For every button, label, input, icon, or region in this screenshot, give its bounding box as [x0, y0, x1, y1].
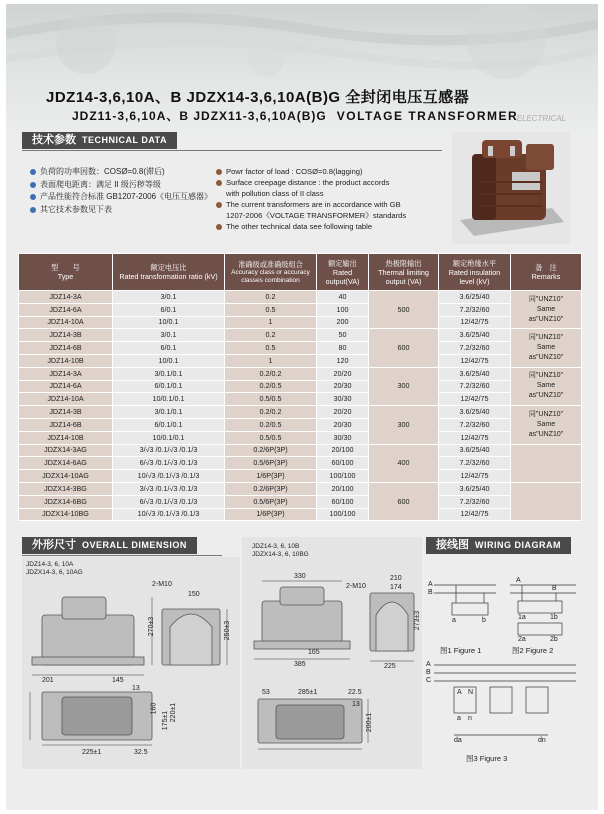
wiring-label: a — [457, 715, 461, 722]
table-cell: JDZX14-10BG — [19, 508, 113, 521]
table-cell: 0.2/6P(3P) — [225, 482, 317, 495]
dimension-label: 13 — [132, 685, 140, 692]
dimension-label: 201 — [42, 677, 54, 684]
table-cell: 3/0.1 — [113, 291, 225, 304]
dimension-label: 285±1 — [298, 689, 318, 696]
table-cell: 20/30 — [317, 418, 369, 431]
left-drawing-svg — [22, 557, 240, 769]
table-cell: 1/6P(3P) — [225, 508, 317, 521]
wiring-label: A — [428, 581, 433, 588]
column-header: 备 注 Remarks — [511, 254, 582, 291]
column-header: 额定电压比 Rated transformation ratio (kV) — [113, 254, 225, 291]
table-row — [19, 367, 582, 380]
table-cell — [511, 329, 582, 367]
sub-title-english: VOLTAGE TRANSFORMER — [336, 109, 519, 123]
dimension-label: 330 — [294, 573, 306, 580]
table-cell: 7.2/32/60 — [439, 342, 511, 355]
wiring-diagrams — [426, 557, 584, 769]
table-row — [19, 431, 582, 444]
wiring-label: 1a — [518, 614, 526, 621]
dimension-label: 22.5 — [348, 689, 362, 696]
table-cell: 600 — [369, 329, 439, 367]
table-header-row — [19, 254, 582, 291]
bullet-item: Powr factor of load : COSØ=0.8(lagging) — [216, 166, 406, 177]
wiring-label: N — [468, 689, 474, 696]
table-cell: JDZ14-3B — [19, 406, 113, 419]
bullets-cn — [30, 166, 212, 216]
wiring-diagram-heading-en: WIRING DIAGRAM — [475, 540, 561, 550]
table-cell: 6/0.1/0.1 — [113, 380, 225, 393]
table-cell: 300 — [369, 367, 439, 405]
table-cell: 7.2/32/60 — [439, 380, 511, 393]
technical-data-heading-en: TECHNICAL DATA — [82, 135, 167, 145]
table-cell: 10/0.1 — [113, 354, 225, 367]
table-cell: JDZ14-10B — [19, 431, 113, 444]
table-cell: JDZ14-6A — [19, 380, 113, 393]
table-cell: JDZ14-6B — [19, 342, 113, 355]
watermark: ELECTRICAL — [516, 114, 566, 123]
overall-dimension-heading-cn: 外形尺寸 — [32, 539, 76, 551]
table-cell: 20/20 — [317, 406, 369, 419]
table-cell: 100/100 — [317, 508, 369, 521]
wiring-label: n — [468, 715, 472, 722]
table-cell — [511, 482, 582, 520]
table-row — [19, 303, 582, 316]
bullet-icon — [216, 224, 222, 230]
bullet-item: Surface creepage distance : the product accords — [216, 177, 406, 188]
table-cell: 20/30 — [317, 380, 369, 393]
table-cell: JDZX14-3AG — [19, 444, 113, 457]
table-row — [19, 508, 582, 521]
table-cell: 3/√3 /0.1/√3 /0.1/3 — [113, 444, 225, 457]
table-row — [19, 495, 582, 508]
table-cell: 7.2/32/60 — [439, 303, 511, 316]
dimension-label: 13 — [352, 701, 360, 708]
table-cell: JDZ14-3B — [19, 329, 113, 342]
table-cell: 3/0.1/0.1 — [113, 367, 225, 380]
table-cell: 0.5/6P(3P) — [225, 495, 317, 508]
table-row — [19, 329, 582, 342]
remark-line: 同"UNZ10" — [528, 410, 564, 418]
column-header: 热极限输出 Thermal limiting output (VA) — [369, 254, 439, 291]
bullet-item: 其它技术参数见下表 — [30, 204, 212, 217]
dimension-label: 174 — [390, 584, 402, 591]
bullet-icon — [216, 202, 222, 208]
section-divider — [22, 150, 442, 151]
table-cell: 0.5 — [225, 342, 317, 355]
wiring-diagram-heading — [426, 537, 571, 554]
table-cell — [511, 406, 582, 444]
drawing-model-label: JDZ14-3, 6, 10B — [252, 543, 300, 550]
wiring-label: B — [552, 585, 557, 592]
column-header: 额定输出 Rated output(VA) — [317, 254, 369, 291]
wiring-label: C — [426, 677, 432, 684]
dimension-label: 53 — [262, 689, 270, 696]
dimension-label: 2-M10 — [346, 583, 366, 590]
table-cell: JDZ14-3A — [19, 367, 113, 380]
wiring-label: b — [482, 617, 486, 624]
table-cell: 6/√3 /0.1/√3 /0.1/3 — [113, 495, 225, 508]
dimension-label: 165 — [308, 649, 320, 656]
remark-line: 同"UNZ10" — [528, 295, 564, 303]
table-cell: 0.2/0.2 — [225, 367, 317, 380]
remark-line: Same — [536, 420, 556, 428]
table-cell: 0.5/6P(3P) — [225, 457, 317, 470]
remark-line: 同"UNZ10" — [528, 334, 564, 342]
table-cell: 3/0.1 — [113, 329, 225, 342]
table-cell: JDZX14-10AG — [19, 470, 113, 483]
table-row — [19, 406, 582, 419]
table-cell: 6/0.1 — [113, 342, 225, 355]
table-cell: 12/42/75 — [439, 508, 511, 521]
table-cell: 3.6/25/40 — [439, 406, 511, 419]
table-cell: 50 — [317, 329, 369, 342]
remark-line: Same — [536, 344, 556, 352]
table-row — [19, 316, 582, 329]
table-cell: 200 — [317, 316, 369, 329]
table-cell: JDZ14-10A — [19, 316, 113, 329]
drawing-model-label: JDZX14-3, 6, 10BG — [252, 551, 309, 558]
table-cell: 20/100 — [317, 482, 369, 495]
table-cell: 12/42/75 — [439, 470, 511, 483]
wiring-label: dn — [538, 737, 546, 744]
dimension-label: 210 — [390, 575, 402, 582]
table-cell — [511, 291, 582, 329]
table-cell: 3.6/25/40 — [439, 291, 511, 304]
bullet-item: 负荷的功率因数：COSØ=0.8(滞后) — [30, 166, 212, 179]
remark-line: 同"UNZ10" — [528, 372, 564, 380]
remark-line: as"UNZ10" — [528, 354, 564, 362]
table-cell: 3/0.1/0.1 — [113, 406, 225, 419]
table-cell: 0.2 — [225, 329, 317, 342]
table-body — [19, 291, 582, 521]
table-cell: 10/√3 /0.1/√3 /0.1/3 — [113, 470, 225, 483]
table-cell: 3.6/25/40 — [439, 444, 511, 457]
table-cell: 100/100 — [317, 470, 369, 483]
sub-title-models: JDZ11-3,6,10A、B JDZX11-3,6,10A(B)G — [72, 109, 327, 123]
table-cell: 6/0.1/0.1 — [113, 418, 225, 431]
remark-line: as"UNZ10" — [528, 392, 564, 400]
dimension-label: 2-M10 — [152, 581, 172, 588]
product-photo — [452, 132, 570, 244]
table-cell: 6/0.1 — [113, 303, 225, 316]
table-cell: 12/42/75 — [439, 316, 511, 329]
dimension-label: 250±3 — [224, 620, 232, 641]
table-cell: 10/0.1/0.1 — [113, 431, 225, 444]
table-row — [19, 418, 582, 431]
table-row — [19, 482, 582, 495]
table-row — [19, 444, 582, 457]
bullet-icon — [30, 207, 36, 213]
table-cell: JDZX14-6BG — [19, 495, 113, 508]
figure-caption: 图1 Figure 1 — [440, 646, 482, 655]
bullet-continuation: 1207-2006《VOLTAGE TRANSFORMER》standards — [226, 211, 407, 220]
table-cell: 1/6P(3P) — [225, 470, 317, 483]
catalog-page — [6, 4, 598, 810]
dimension-label: 145 — [112, 677, 124, 684]
wiring-label: B — [428, 589, 433, 596]
table-cell: 3.6/25/40 — [439, 329, 511, 342]
section-divider — [22, 555, 222, 556]
wiring-diagram-heading-cn: 接线图 — [436, 539, 469, 551]
overall-dimension-heading — [22, 537, 197, 554]
table-row — [19, 470, 582, 483]
dimension-label: 385 — [294, 661, 306, 668]
right-drawing-svg — [242, 537, 422, 769]
wiring-label: 2b — [550, 636, 558, 643]
table-cell: 7.2/32/60 — [439, 495, 511, 508]
main-title: JDZ14-3,6,10A、B JDZX14-3,6,10A(B)G 全封闭电压互感器 — [46, 89, 470, 106]
table-cell: 0.2/6P(3P) — [225, 444, 317, 457]
table-cell: 0.2/0.5 — [225, 380, 317, 393]
table-cell: 1 — [225, 354, 317, 367]
table-cell: 3/√3 /0.1/√3 /0.1/3 — [113, 482, 225, 495]
remark-line: Same — [536, 305, 556, 313]
table-cell: 0.5 — [225, 303, 317, 316]
table-cell: 7.2/32/60 — [439, 418, 511, 431]
table-row — [19, 380, 582, 393]
wiring-label: 2a — [518, 636, 526, 643]
wiring-svg — [426, 557, 584, 769]
table-cell: 300 — [369, 406, 439, 444]
figure-caption: 图2 Figure 2 — [512, 646, 554, 655]
table-cell: 0.2/0.5 — [225, 418, 317, 431]
table-cell: JDZ14-6B — [19, 418, 113, 431]
table-cell: 6/√3 /0.1/√3 /0.1/3 — [113, 457, 225, 470]
drawing-model-label: JDZ14-3, 6, 10A — [26, 561, 74, 568]
table-cell: 10/0.1 — [113, 316, 225, 329]
dimension-label: 160 — [150, 702, 158, 715]
table-cell: 20/20 — [317, 367, 369, 380]
table-cell: JDZ14-10B — [19, 354, 113, 367]
table-cell: 60/100 — [317, 457, 369, 470]
table-cell: 120 — [317, 354, 369, 367]
remark-line: as"UNZ10" — [528, 430, 564, 438]
table-cell: 20/100 — [317, 444, 369, 457]
table-row — [19, 342, 582, 355]
table-row — [19, 393, 582, 406]
table-cell: 7.2/32/60 — [439, 457, 511, 470]
table-cell: 3.6/25/40 — [439, 367, 511, 380]
bullet-icon — [30, 182, 36, 188]
table-cell: 400 — [369, 444, 439, 482]
bullets-en — [216, 166, 406, 232]
dimension-label: 200±1 — [366, 712, 374, 733]
sub-title — [72, 107, 518, 124]
bullet-item: The current transformers are in accordance with GB — [216, 199, 406, 210]
table-cell: 30/30 — [317, 431, 369, 444]
table-row — [19, 291, 582, 304]
dimension-label: 225±1 — [82, 749, 102, 756]
table-row — [19, 457, 582, 470]
table-cell: 12/42/75 — [439, 431, 511, 444]
wiring-label: A — [426, 661, 431, 668]
dimension-label: 225 — [384, 663, 396, 670]
dimension-label: 270±3 — [148, 616, 156, 637]
table-cell: 10/√3 /0.1/√3 /0.1/3 — [113, 508, 225, 521]
table-cell: 0.2 — [225, 291, 317, 304]
table-cell — [511, 444, 582, 482]
table-cell: 1 — [225, 316, 317, 329]
table-cell: 600 — [369, 482, 439, 520]
bullet-icon — [30, 169, 36, 175]
table-cell: 0.5/0.5 — [225, 393, 317, 406]
wiring-label: A — [457, 689, 462, 696]
overall-dimension-heading-en: OVERALL DIMENSION — [82, 540, 187, 550]
bullet-icon — [30, 194, 36, 200]
wiring-label: da — [454, 737, 462, 744]
bullet-icon — [216, 180, 222, 186]
table-cell: 12/42/75 — [439, 393, 511, 406]
table-cell: JDZ14-6A — [19, 303, 113, 316]
table-cell: 30/30 — [317, 393, 369, 406]
spec-table — [18, 253, 582, 521]
table-cell: 500 — [369, 291, 439, 329]
header-banner — [6, 4, 598, 139]
dimension-label: 175±1 — [162, 710, 170, 731]
wiring-label: 1b — [550, 614, 558, 621]
table-cell: 40 — [317, 291, 369, 304]
column-header: 准确级或准确级组合 Accuracy class or accuracy classes combination — [225, 254, 317, 291]
table-cell: JDZ14-3A — [19, 291, 113, 304]
table-cell: 0.5/0.5 — [225, 431, 317, 444]
table-cell: 60/100 — [317, 495, 369, 508]
table-cell: 100 — [317, 303, 369, 316]
table-cell: 80 — [317, 342, 369, 355]
table-row — [19, 354, 582, 367]
left-dimension-drawing — [22, 557, 240, 769]
drawing-model-label: JDZX14-3, 6, 10AG — [26, 569, 83, 576]
dimension-label: 32.5 — [134, 749, 148, 756]
remark-line: as"UNZ10" — [528, 315, 564, 323]
right-dimension-drawing — [242, 537, 422, 769]
dimension-label: 220±1 — [170, 702, 178, 723]
bullet-item: 表面爬电距离：满足 II 级污秽等级 — [30, 179, 212, 192]
dimension-label: 273±3 — [414, 610, 422, 631]
remark-line: Same — [536, 382, 556, 390]
table-cell: 0.2/0.2 — [225, 406, 317, 419]
table-cell: 12/42/75 — [439, 354, 511, 367]
column-header: 额定绝缘水平 Rated insulation level (kV) — [439, 254, 511, 291]
wiring-label: B — [426, 669, 431, 676]
bullet-continuation: with pollution class of II class — [226, 189, 324, 198]
technical-data-heading-cn: 技术参数 — [32, 134, 76, 146]
table-cell — [511, 367, 582, 405]
column-header: 型 号 Type — [19, 254, 113, 291]
table-cell: JDZX14-6AG — [19, 457, 113, 470]
bullet-item: 产品性能符合标准 GB1207-2006《电压互感器》 — [30, 191, 212, 204]
bullet-icon — [216, 169, 222, 175]
table-cell: JDZX14-3BG — [19, 482, 113, 495]
wiring-label: a — [452, 617, 456, 624]
table-cell: 3.6/25/40 — [439, 482, 511, 495]
technical-data-heading — [22, 132, 177, 149]
bullet-item: The other technical data see following table — [216, 221, 406, 232]
dimension-label: 150 — [188, 591, 200, 598]
table-cell: 10/0.1/0.1 — [113, 393, 225, 406]
table-cell: JDZ14-10A — [19, 393, 113, 406]
figure-caption: 图3 Figure 3 — [466, 754, 508, 763]
wiring-label: A — [516, 577, 521, 584]
